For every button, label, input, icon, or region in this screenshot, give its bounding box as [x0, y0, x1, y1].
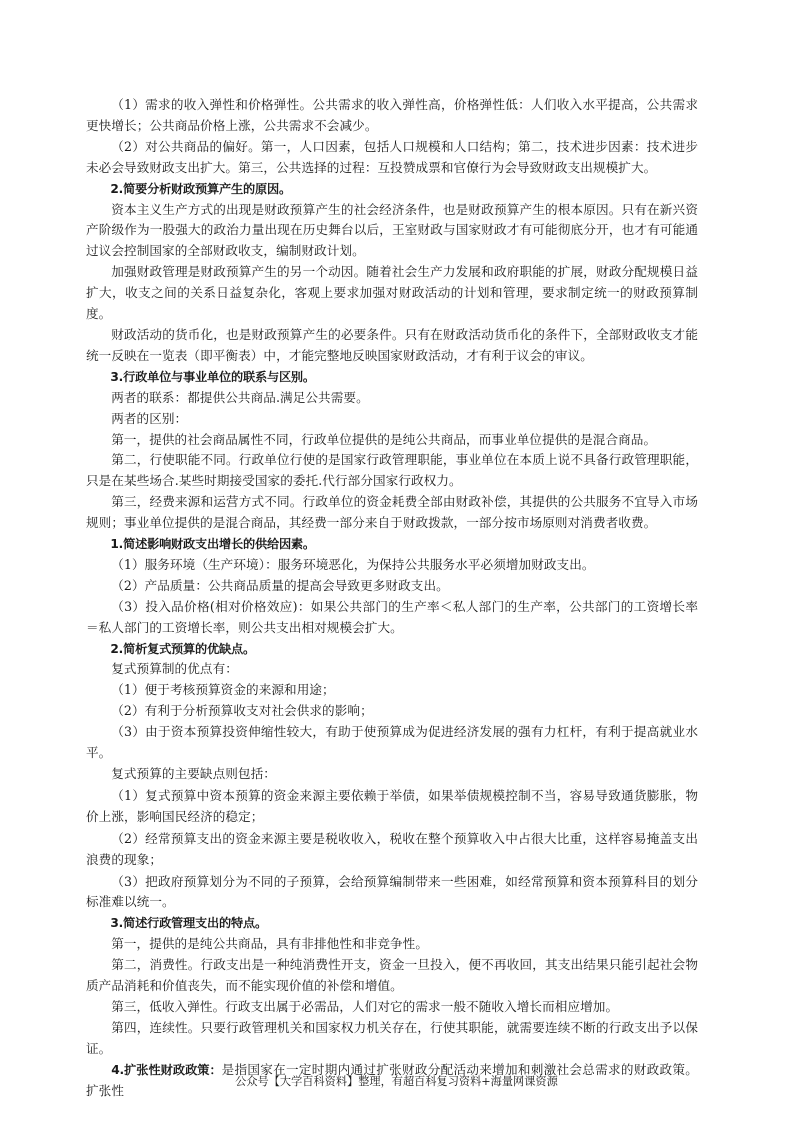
- term-definition-text: 是指国家在一定时期内通过扩张财政分配活动来增加和刺激社会总需求的财政政策。扩张性: [86, 1061, 698, 1098]
- section-heading: 3.简述行政管理支出的特点。: [110, 916, 267, 931]
- section-heading: 1.简述影响财政支出增长的供给因素。: [110, 537, 315, 552]
- body-paragraph: 复式预算的主要缺点则包括：: [111, 766, 276, 781]
- body-paragraph: （3）投入品价格(相对价格效应)：如果公共部门的生产率＜私人部门的生产率，公共部门的工资增长率＝私人部门的工资增长率，则公共支出相对规模会扩大。: [86, 598, 698, 635]
- body-paragraph: 资本主义生产方式的出现是财政预算产生的社会经济条件，也是财政预算产生的根本原因。只有在新兴资产阶级作为一股强大的政治力量出现在历史舞台以后，王室财政与国家财政才有可能彻底分开，也才有可能通过议会控制国家的全部财政收支，编制财政计划。: [86, 201, 698, 259]
- body-paragraph: （3）把政府预算划分为不同的子预算，会给预算编制带来一些困难，如经常预算和资本预算科目的划分标准难以统一。: [86, 873, 698, 910]
- document-body: [86, 95, 698, 1102]
- body-paragraph: 第一，提供的社会商品属性不同，行政单位提供的是纯公共商品，而事业单位提供的是混合商品。: [111, 431, 657, 447]
- section-heading: 3.行政单位与事业单位的联系与区别。: [110, 369, 315, 384]
- body-paragraph: （3）由于资本预算投资伸缩性较大，有助于使预算成为促进经济发展的强有力杠杆，有利于提高就业水平。: [86, 724, 698, 761]
- body-paragraph: （1）便于考核预算资金的来源和用途；: [111, 682, 335, 698]
- body-paragraph: 第二，消费性。行政支出是一种纯消费性开支，资金一旦投入，便不再收回，其支出结果只能引起社会物质产品消耗和价值丧失，而不能实现价值的补偿和增值。: [86, 957, 698, 994]
- body-paragraph: （2）对公共商品的偏好。第一，人口因素，包括人口规模和人口结构；第二，技术进步因素：技术进步未必会导致财政支出扩大。第三，公共选择的过程：互投赞成票和官僚行为会导致财政支出规模扩大。: [86, 138, 698, 175]
- body-paragraph: 两者的区别：: [111, 410, 188, 426]
- body-paragraph: （2）经常预算支出的资金来源主要是税收收入，税收在整个预算收入中占很大比重，这样容易掩盖支出浪费的现象；: [86, 830, 698, 867]
- section-heading: 2.简析复式预算的优缺点。: [110, 641, 255, 656]
- body-paragraph: 第四，连续性。只要行政管理机关和国家权力机关存在，行使其职能，就需要连续不断的行政支出予以保证。: [86, 1019, 698, 1056]
- section-heading: 2.简要分析财政预算产生的原因。: [110, 181, 291, 196]
- body-paragraph: （1）需求的收入弹性和价格弹性。公共需求的收入弹性高，价格弹性低：人们收入水平提高，公共需求更快增长；公共商品价格上涨，公共需求不会减少。: [86, 97, 698, 133]
- body-paragraph: 复式预算制的优点有：: [111, 661, 238, 677]
- body-paragraph: （1）服务环境（生产环境）：服务环境恶化，为保持公共服务水平必须增加财政支出。: [111, 556, 595, 572]
- body-paragraph: 财政活动的货币化，也是财政预算产生的必要条件。只有在财政活动货币化的条件下，全部财政收支才能统一反映在一览表（即平衡表）中，才能完整地反映国家财政活动，才有利于议会的审议。: [86, 326, 698, 363]
- body-paragraph: 第三，经费来源和运营方式不同。行政单位的资金耗费全部由财政补偿，其提供的公共服务不宜导入市场规则；事业单位提供的是混合商品，其经费一部分来自于财政拨款，一部分按市场原则对消费者收费。: [86, 494, 698, 531]
- page-footer: 公众号【大学百科资料】整理，有超百科复习资料+海量网课资源: [235, 1075, 558, 1088]
- body-paragraph: （2）有利于分析预算收支对社会供求的影响；: [111, 703, 373, 719]
- body-paragraph: 第二，行使职能不同。行政单位行使的是国家行政管理职能，事业单位在本质上说不具备行政管理职能，只是在某些场合.某些时期接受国家的委托.代行部分国家行政权力。: [86, 452, 698, 489]
- body-paragraph: 两者的联系：都提供公共商品.满足公共需要。: [111, 389, 369, 405]
- body-paragraph: 加强财政管理是财政预算产生的另一个动因。随着社会生产力发展和政府职能的扩展，财政分配规模日益扩大，收支之间的关系日益复杂化，客观上要求加强对财政活动的计划和管理，要求制定统一的财政预算制度。: [86, 264, 698, 322]
- body-paragraph: 第一，提供的是纯公共商品，具有非排他性和非竞争性。: [111, 936, 429, 952]
- term-label: 4.扩张性财政政策：: [111, 1062, 222, 1077]
- body-paragraph: （2）产品质量：公共商品质量的提高会导致更多财政支出。: [111, 577, 449, 593]
- body-paragraph: 第三，低收入弹性。行政支出属于必需品，人们对它的需求一般不随收入增长而相应增加。: [111, 998, 619, 1014]
- body-paragraph: （1）复式预算中资本预算的资金来源主要依赖于举债，如果举债规模控制不当，容易导致通货膨胀，物价上涨，影响国民经济的稳定；: [86, 787, 698, 824]
